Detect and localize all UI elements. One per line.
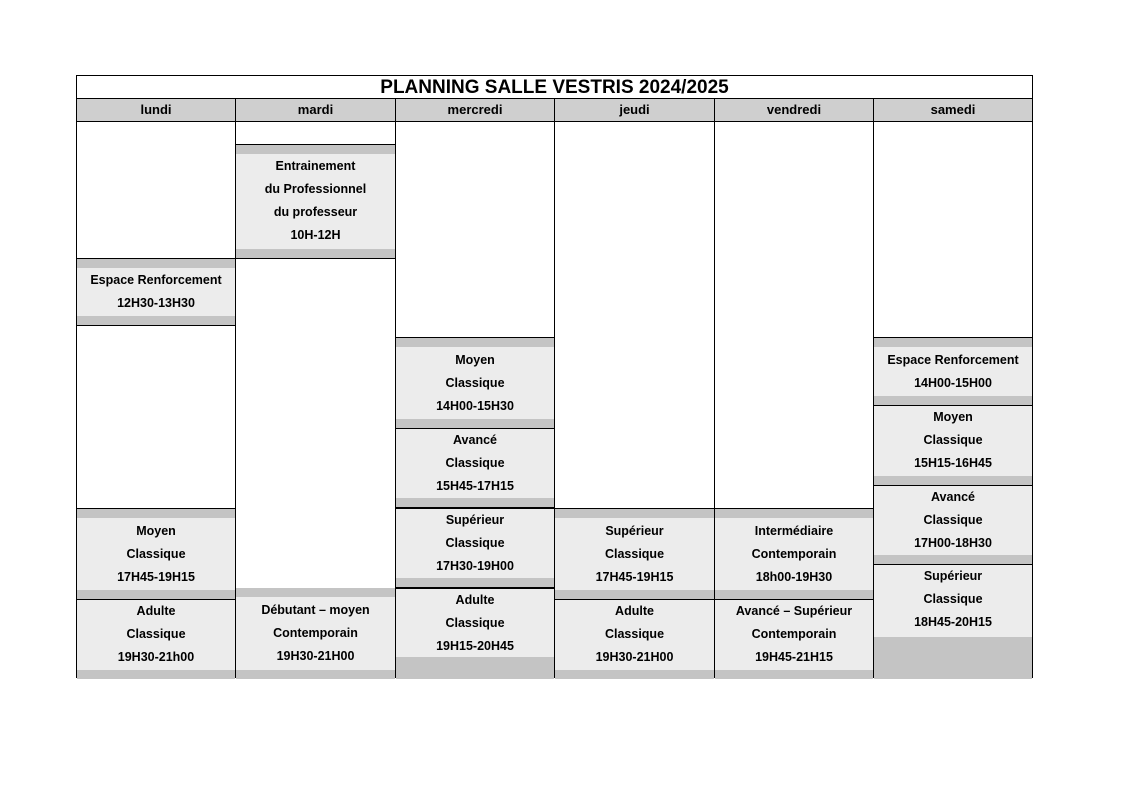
class-level: Adulte <box>455 593 495 607</box>
block-bar <box>396 338 554 347</box>
class-time: 14H00-15H00 <box>914 376 992 390</box>
block-bar <box>396 498 554 507</box>
block-bar <box>236 249 395 258</box>
class-level: Avancé <box>452 433 497 447</box>
class-style: Classique <box>923 592 983 606</box>
class-level: Débutant – moyen <box>261 603 370 617</box>
class-time: 10H-12H <box>290 228 341 242</box>
class-title: du Professionnel <box>264 182 367 196</box>
class-block <box>77 599 235 679</box>
schedule-sheet <box>76 75 1033 678</box>
block-bar <box>555 509 714 518</box>
class-level: Adulte <box>136 604 176 618</box>
page-title: PLANNING SALLE VESTRIS 2024/2025 <box>77 76 1032 99</box>
class-time: 19H15-20H45 <box>436 639 514 653</box>
class-time: 15H45-17H15 <box>436 479 514 493</box>
class-level: Avancé – Supérieur <box>735 604 853 618</box>
block-bar <box>715 509 873 518</box>
class-style: Classique <box>923 433 983 447</box>
block-bar <box>874 476 1032 485</box>
class-block <box>874 485 1032 565</box>
class-time: 19H30-21H00 <box>595 650 674 664</box>
block-bar <box>236 145 395 154</box>
class-style: Contemporain <box>751 627 837 641</box>
class-time: 15H15-16H45 <box>914 456 992 470</box>
block-bar <box>236 670 395 679</box>
day-column-jeudi <box>555 122 715 677</box>
day-column-samedi <box>874 122 1032 677</box>
class-level: Avancé <box>930 490 975 504</box>
class-time: 17H45-19H15 <box>117 570 195 584</box>
class-style: Classique <box>445 456 505 470</box>
class-style: Contemporain <box>273 626 358 640</box>
class-level: Moyen <box>455 353 495 367</box>
block-bar <box>874 338 1032 347</box>
class-block <box>77 508 235 600</box>
block-bar <box>236 588 395 597</box>
class-style: Classique <box>445 616 505 630</box>
class-block <box>236 588 395 679</box>
block-bar <box>77 509 235 518</box>
class-name: Espace Renforcement <box>90 273 222 287</box>
class-style: Classique <box>604 627 665 641</box>
class-block <box>874 337 1032 406</box>
class-time: 19H30-21h00 <box>117 650 195 664</box>
class-time: 18h00-19H30 <box>755 570 833 584</box>
class-level: Moyen <box>933 410 973 424</box>
block-bar <box>77 590 235 599</box>
block-bar <box>715 590 873 599</box>
class-block <box>77 258 235 326</box>
class-level: Intermédiaire <box>754 524 834 538</box>
day-column-mercredi <box>396 122 555 677</box>
class-block <box>715 599 873 679</box>
block-bar <box>77 259 235 268</box>
class-style: Classique <box>126 547 186 561</box>
class-level: Supérieur <box>445 513 505 527</box>
block-bar <box>555 670 714 679</box>
class-block <box>715 508 873 600</box>
block-bar <box>874 637 1032 679</box>
block-bar <box>396 578 554 587</box>
class-time: 14H00-15H30 <box>436 399 514 413</box>
class-block <box>236 144 395 259</box>
class-title: du professeur <box>273 205 358 219</box>
block-bar <box>874 555 1032 564</box>
class-block <box>555 599 714 679</box>
class-block <box>396 508 554 588</box>
day-column-mardi <box>236 122 396 677</box>
day-header-samedi: samedi <box>874 99 1032 122</box>
class-title: Entrainement <box>275 159 356 173</box>
day-header-vendredi: vendredi <box>715 99 874 122</box>
class-time: 12H30-13H30 <box>117 296 195 310</box>
block-bar <box>396 419 554 428</box>
class-level: Adulte <box>615 604 654 618</box>
block-bar <box>555 590 714 599</box>
class-style: Classique <box>445 376 505 390</box>
class-time: 19H30-21H00 <box>276 649 355 663</box>
day-header-lundi: lundi <box>77 99 236 122</box>
class-style: Classique <box>445 536 505 550</box>
class-level: Supérieur <box>923 569 983 583</box>
block-bar <box>77 316 235 325</box>
class-style: Classique <box>923 513 983 527</box>
class-time: 18H45-20H15 <box>914 615 992 629</box>
day-column-vendredi <box>715 122 874 677</box>
class-style: Classique <box>604 547 665 561</box>
class-time: 17H45-19H15 <box>595 570 674 584</box>
class-level: Supérieur <box>605 524 664 538</box>
class-block <box>874 564 1032 679</box>
class-time: 17H30-19H00 <box>436 559 514 573</box>
class-level: Moyen <box>136 524 176 538</box>
block-bar <box>396 657 554 679</box>
class-block <box>396 588 554 679</box>
block-bar <box>874 396 1032 405</box>
class-block <box>874 405 1032 486</box>
class-time: 17H00-18H30 <box>914 536 992 550</box>
day-header-jeudi: jeudi <box>555 99 715 122</box>
class-block <box>396 428 554 508</box>
class-block <box>555 508 714 600</box>
day-column-lundi <box>77 122 236 677</box>
day-header-mardi: mardi <box>236 99 396 122</box>
day-header-mercredi: mercredi <box>396 99 555 122</box>
class-time: 19H45-21H15 <box>755 650 833 664</box>
class-block <box>396 337 554 429</box>
class-style: Contemporain <box>751 547 837 561</box>
class-name: Espace Renforcement <box>887 353 1019 367</box>
class-style: Classique <box>126 627 186 641</box>
block-bar <box>77 670 235 679</box>
block-bar <box>715 670 873 679</box>
